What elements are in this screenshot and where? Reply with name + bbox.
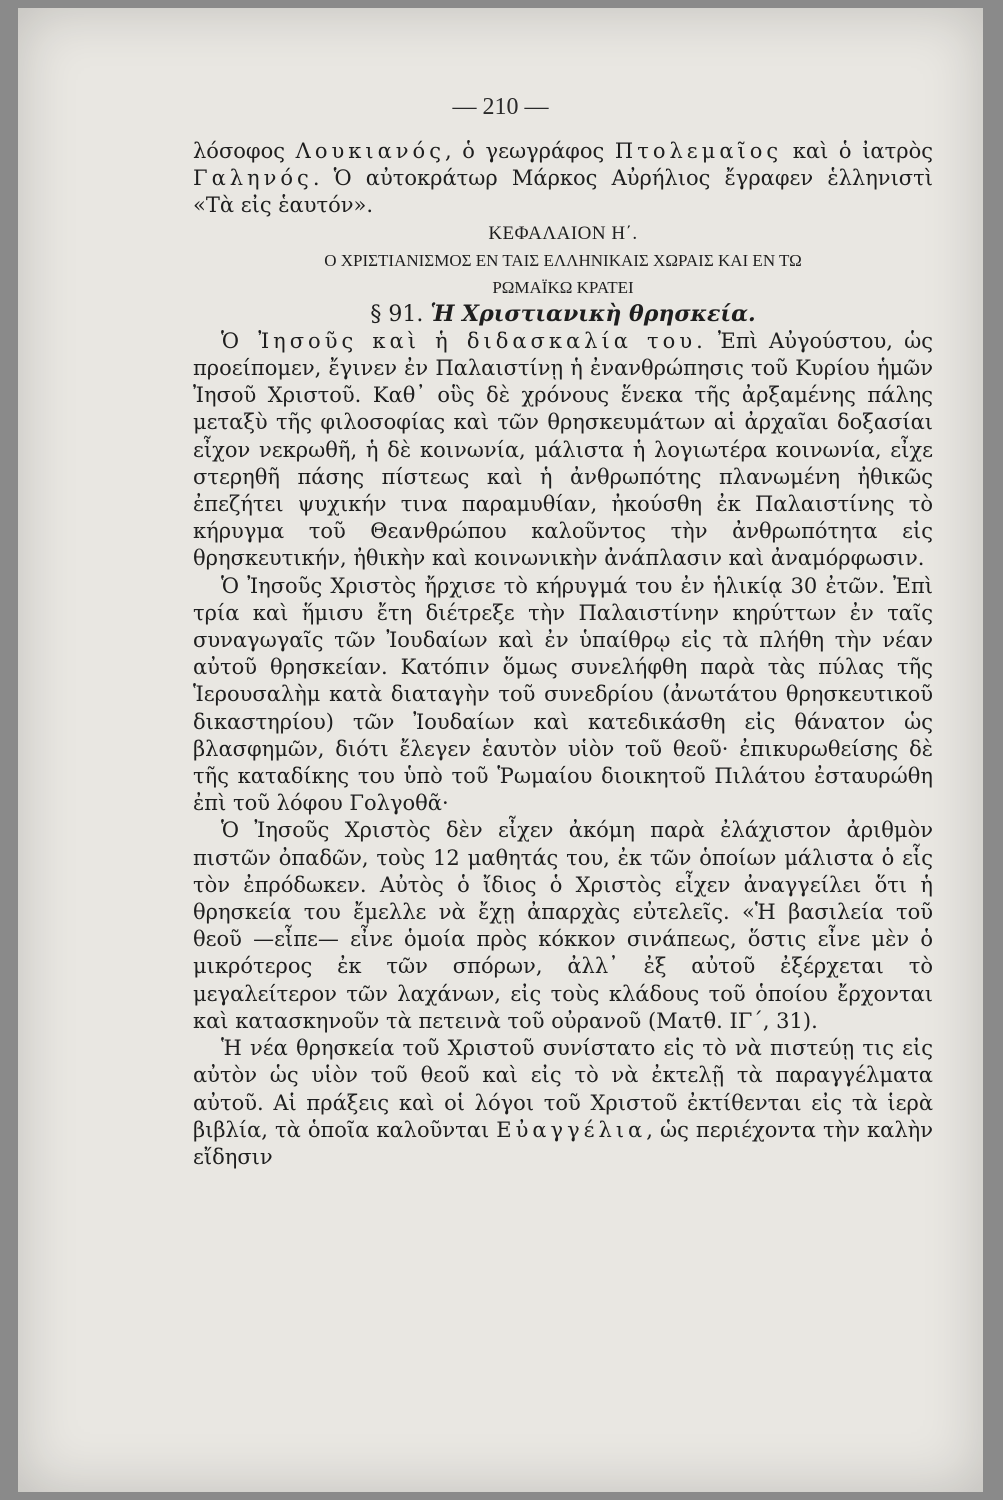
section-heading [193, 301, 933, 328]
page-text [193, 138, 933, 1171]
chapter-title: ΚΕΦΑΛΑΙΟΝ Η΄. [488, 222, 638, 244]
paragraph-1 [193, 328, 933, 573]
page-number: — 210 — [452, 94, 549, 120]
paragraph-1-lead: Ὁ Ἰησοῦς καὶ ἡ διδασκαλία του. [221, 328, 707, 353]
paragraph-2: Ὁ Ἰησοῦς Χριστὸς ἤρχισε τὸ κήρυγμά του ἐν ἡλικίᾳ 30 ἐτῶν. Ἐπὶ τρία καὶ ἥμισυ ἔτη διέτρεξε τὴν Παλαιστίνην κηρύττων ἐν ταῖς συναγωγαῖς τῶν Ἰουδαίων καὶ ἐν ὑπαίθρῳ εἰς τὰ πλήθη τὴν νέαν αὐτοῦ θρησκείαν. Κατόπιν ὅμως συνελήφθη παρὰ τὰς πύλας τῆς Ἱερουσαλὴμ κατὰ διαταγὴν τοῦ συνεδρίου (ἀνωτάτου θρησκευτικοῦ δικαστηρίου) τῶν Ἰουδαίων καὶ κατεδικάσθη εἰς θάνατον ὡς βλασφημῶν, διότι ἔλεγεν ἑαυτὸν υἱὸν τοῦ θεοῦ· ἐπικυρωθείσης δὲ τῆς καταδίκης του ὑπὸ τοῦ Ῥωμαίου διοικητοῦ Πιλάτου ἐσταυρώθη ἐπὶ τοῦ λόφου Γολγοθᾶ· [193, 573, 933, 816]
intro-paragraph [193, 138, 933, 220]
name-ptolemy: Πτολεμαῖος [614, 139, 783, 163]
intro-text-end: καὶ ὁ ἰατρὸς [782, 139, 933, 163]
intro-text-mid: , ὁ γεωγράφος [444, 139, 615, 163]
book-page [18, 8, 983, 1492]
chapter-subtitle-line-1: Ο ΧΡΙΣΤΙΑΝΙΣΜΟΣ ΕΝ ΤΑΙΣ ΕΛΛΗΝΙΚΑΙΣ ΧΩΡΑΙΣ ΚΑΙ ΕΝ ΤΩ [324, 250, 802, 270]
paragraph-4-start: Ἡ νέα θρησκεία τοῦ Χριστοῦ συνίστατο εἰς τὸ νὰ πιστεύῃ τις εἰς αὐτὸν ὡς υἱὸν τοῦ θεοῦ καὶ εἰς τὸ νὰ ἐκτελῇ τὰ παραγγέλματα αὐτοῦ. Αἱ πράξεις καὶ οἱ λόγοι τοῦ Χριστοῦ ἐκτίθενται εἰς τὰ ἱερὰ βιβλία, τὰ ὁποῖα καλοῦνται [193, 1036, 933, 1142]
name-lucian: Λουκιανός [295, 139, 445, 163]
section-title: Ἡ Χριστιανικὴ θρησκεία. [430, 300, 756, 327]
word-gospels: Εὐαγγέλια [496, 1117, 647, 1142]
intro-text-marcus: . Ὁ αὐτοκράτωρ Μάρκος Αὐρήλιος ἔγραφεν ἑλληνιστὶ «Τὰ εἰς ἑαυτόν». [193, 166, 933, 218]
intro-text-start: λόσοφος [193, 139, 296, 163]
paragraph-4 [193, 1035, 933, 1171]
paragraph-4-end: , ὡς περιέχοντα τὴν καλὴν εἴδησιν [193, 1117, 933, 1169]
chapter-subtitle-line-2: ΡΩΜΑΪΚΩ ΚΡΑΤΕΙ [492, 277, 634, 297]
paragraph-3: Ὁ Ἰησοῦς Χριστὸς δὲν εἶχεν ἀκόμη παρὰ ἐλάχιστον ἀριθμὸν πιστῶν ὀπαδῶν, τοὺς 12 μαθητάς του, ἐκ τῶν ὁποίων μάλιστα ὁ εἷς τὸν ἐπρόδωκεν. Αὐτὸς ὁ ἴδιος ὁ Χριστὸς εἶχεν ἀναγγείλει ὅτι ἡ θρησκεία του ἔμελλε νὰ ἔχῃ ἀπαρχὰς εὐτελεῖς. «Ἡ βασιλεία τοῦ θεοῦ —εἶπε— εἶνε ὁμοία πρὸς κόκκον σινάπεως, ὅστις εἶνε μὲν ὁ μικρότερος ἐκ τῶν σπόρων, ἀλλ᾿ ἐξ αὐτοῦ ἐξέρχεται τὸ μεγαλείτερον τῶν λαχάνων, εἰς τοὺς κλάδους τοῦ ὁποίου ἔρχονται καὶ κατασκηνοῦν τὰ πετεινὰ τοῦ οὐρανοῦ (Ματθ. ΙΓ΄, 31). [193, 818, 933, 1033]
paragraph-1-body: Ἐπὶ Αὐγούστου, ὡς προείπομεν, ἔγινεν ἐν Παλαιστίνῃ ἡ ἐνανθρώπησις τοῦ Κυρίου ἡμῶν Ἰησοῦ Χριστοῦ. Καθ᾿ οὓς δὲ χρόνους ἕνεκα τῆς ἀρξαμένης πάλης μεταξὺ τῆς φιλοσοφίας καὶ τῶν θρησκευμάτων αἱ ἀρχαῖαι δοξασίαι εἶχον νεκρωθῆ, ἡ δὲ κοινωνία, μάλιστα ἡ λογιωτέρα κοινωνία, εἶχε στερηθῆ πάσης πίστεως καὶ ἡ ἀνθρωπότης πλανωμένη ἠθικῶς ἐπεζήτει ψυχικήν τινα παραμυθίαν, ἠκούσθη ἐκ Παλαιστίνης τὸ κήρυγμα τοῦ Θεανθρώπου καλοῦντος τὴν ἀνθρωπότητα εἰς θρησκευτικήν, ἠθικὴν καὶ κοινωνικὴν ἀνάπλασιν καὶ ἀναμόρφωσιν. [193, 328, 934, 571]
name-galen: Γαληνός [193, 166, 313, 191]
section-number: § 91. [370, 301, 424, 327]
